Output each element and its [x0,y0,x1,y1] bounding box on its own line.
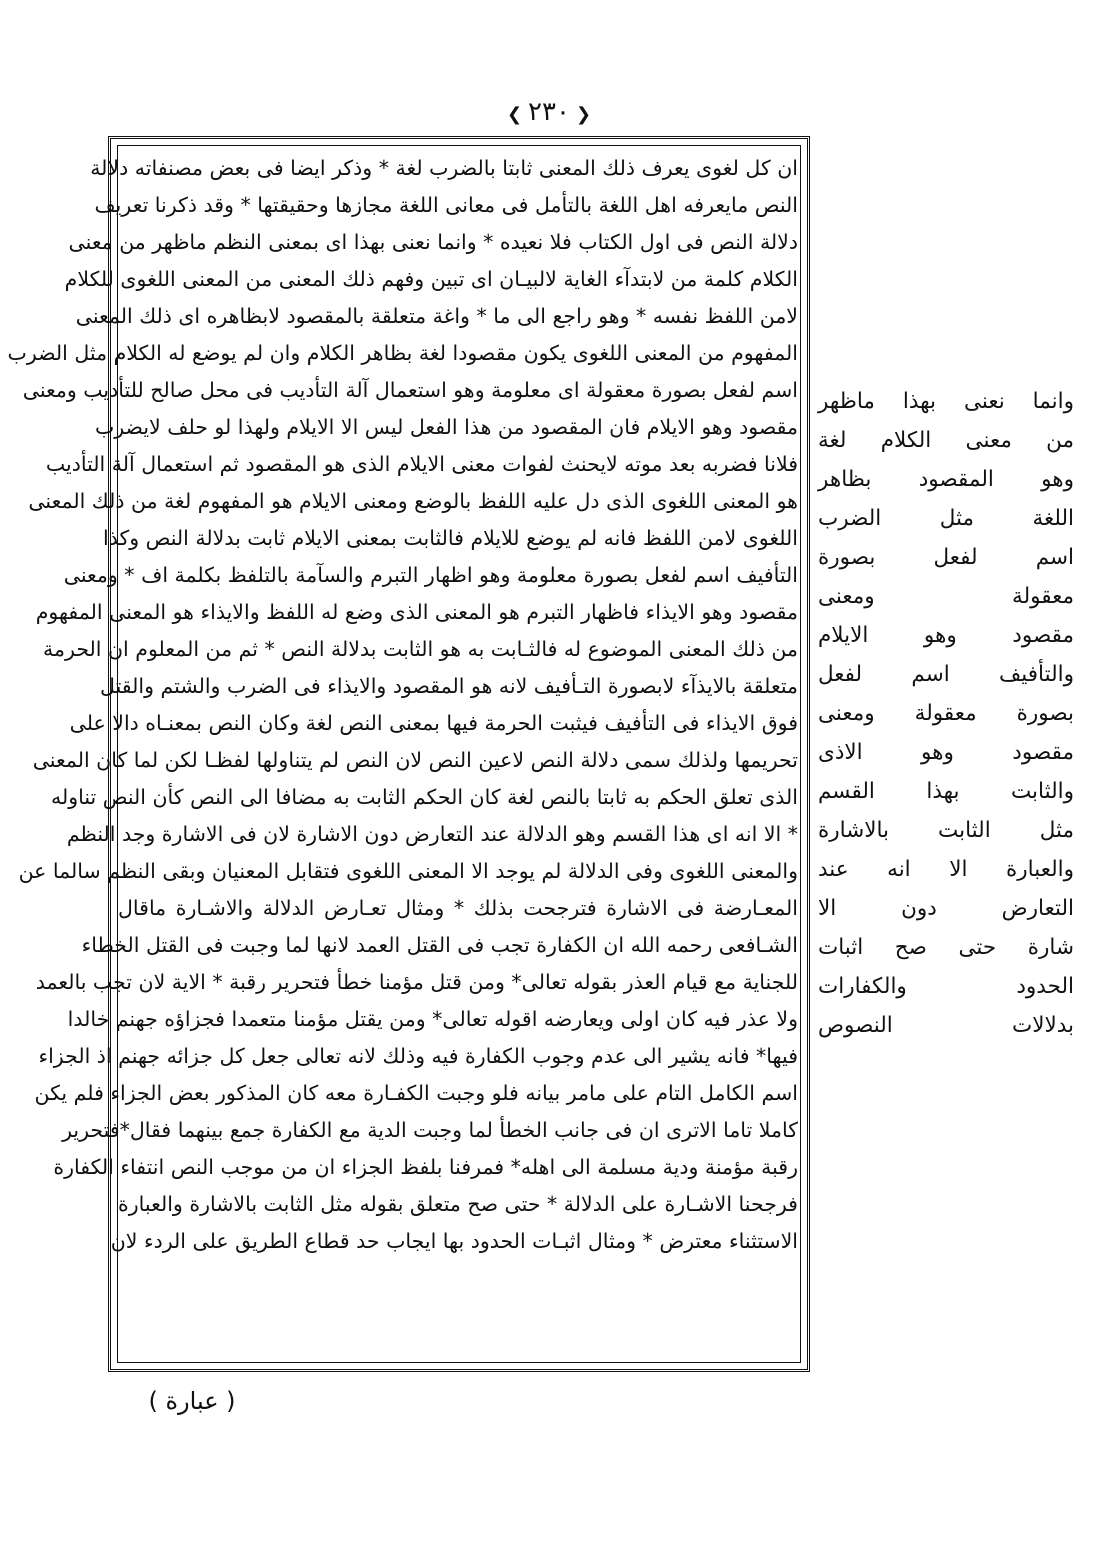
margin-note-line: وانما نعنى بهذا ماظهر [818,389,1074,414]
main-text-line: دلالة النص فى اول الكتاب فلا نعيده * وانما نعنى بهذا اى بمعنى النظم ماظهر من معنى [68,230,798,254]
ornament-icon: ❯ [575,104,592,125]
margin-note-line: اللغة مثل الضرب [818,506,1074,531]
main-text-line: فرجحنا الاشـارة على الدلالة * حتى صح متعلق بقوله مثل الثابت بالاشارة والعبارة [118,1192,798,1216]
main-text-line: اسم لفعل بصورة معقولة اى معلومة وهو استعمال آلة التأديب فى محل صالح للتأديب ومعنى [22,378,798,402]
page-number [0,92,1098,135]
main-text-line: فيها* فانه يشير الى عدم وجوب الكفارة فيه وذلك لانه تعالى جعل كل جزائه جهنم اذ الجزاء [38,1044,798,1068]
page-number-text: ٢٣٠ [528,97,570,127]
main-text-line: * الا انه اى هذا القسم وهو الدلالة عند التعارض دون الاشارة لان فى الاشارة وجد النظم [66,822,798,846]
main-text-line: مقصود وهو الايذاء فاظهار التبرم هو المعنى الذى وضع له اللفظ والايذاء هو المعنى المفهوم [35,600,798,624]
main-text-line: اللغوى لامن اللفظ فانه لم يوضع للايلام فالثابت بمعنى الايلام ثابت بدلالة النص وكذا [103,526,798,550]
main-text-line: تحريمها ولذلك سمى دلالة النص لاعين النص لان النص لم يتناولها لفظـا لكن لما كان المعنى [32,748,798,772]
margin-note-line: والتأفيف اسم لفعل [818,662,1074,687]
main-text-line: متعلقة بالايذآء لابصورة التـأفيف لانه هو المقصود والايذاء فى الضرب والشتم والقتل [100,674,798,698]
catchword: ( عبارة ) [148,1387,236,1415]
main-text-line: اسم الكامل التام على مامر بيانه فلو وجبت الكفـارة معه كان المذكور بعض الجزاء فلم يكن [34,1081,798,1105]
main-text-line: فلانا فضربه بعد موته لايحنث لفوات معنى الايلام الذى هو المقصود ثم استعمال آلة التأديب [45,452,798,476]
main-text-line: الذى تعلق الحكم به ثابتا بالنص لغة كان الحكم الثابت به مضافا الى النص كأن النص تناوله [50,785,798,809]
main-text-line: ان كل لغوى يعرف ذلك المعنى ثابتا بالضرب لغة * وذكر ايضا فى بعض مصنفاته دلالة [90,156,798,180]
margin-commentary [818,382,1074,1045]
main-text-line: من ذلك المعنى الموضوع له فالثـابت به هو الثابت بدلالة النص * ثم من المعلوم ان الحرمة [43,637,798,661]
main-text-line: المعـارضة فى الاشارة فترجحت بذلك * ومثال تعـارض الدلالة والاشـارة ماقال [118,896,798,920]
main-text-line: فوق الايذاء فى التأفيف فيثبت الحرمة فيها بمعنى النص لغة وكان النص بمعنـاه دالا على [69,711,798,735]
main-text-line: للجناية مع قيام العذر بقوله تعالى* ومن قتل مؤمنا خطأ فتحرير رقبة * الاية لان تجب بالعمد [35,970,798,994]
main-text-line: والمعنى اللغوى وفى الدلالة لم يوجد الا المعنى اللغوى فتقابل المعنيان وبقى النظم سالما عن [18,859,798,883]
main-text-line: الشـافعى رحمه الله ان الكفارة تجب فى القتل العمد لانها لما وجبت فى القتل الخطاء [81,933,798,957]
margin-note-line: من معنى الكلام لغة [818,428,1074,453]
main-text-line: المفهوم من المعنى اللغوى يكون مقصودا لغة بظاهر الكلام وان لم يوضع له الكلام مثل الضرب [7,341,798,365]
margin-note-line: وهو المقصود بظاهر [818,467,1074,492]
margin-note-line: مقصود وهو الاذى [818,740,1074,765]
margin-note-line: معقولة ومعنى [818,584,1074,609]
main-text-line: الكلام كلمة من لابتدآء الغاية لالبيـان اى تبين وفهم ذلك المعنى من المعنى اللغوى للكلام [64,267,798,291]
main-text-line: لامن اللفظ نفسه * وهو راجع الى ما * واغة متعلقة بالمقصود لابظاهره اى ذلك المعنى [75,304,798,328]
margin-note-line: مثل الثابت بالاشارة [818,818,1074,843]
margin-note-line: بصورة معقولة ومعنى [818,701,1074,726]
main-text-line: النص مايعرفه اهل اللغة بالتأمل فى معانى اللغة مجازها وحقيقتها * وقد ذكرنا تعريف [94,193,798,217]
margin-note-line: شارة حتى صح اثبات [818,935,1074,960]
margin-note-line: التعارض دون الا [818,896,1074,921]
main-text-block [7,150,798,1365]
margin-note-line: والثابت بهذا القسم [818,779,1074,804]
main-text-line: مقصود وهو الايلام فان المقصود من هذا الفعل ليس الا الايلام ولهذا لو حلف لايضرب [94,415,798,439]
main-text-line: ولا عذر فيه كان اولى ويعارضه اقوله تعالى* ومن يقتل مؤمنا متعمدا فجزاؤه جهنم خالدا [67,1007,798,1031]
margin-note-line: اسم لفعل بصورة [818,545,1074,570]
margin-note-line: مقصود وهو الايلام [818,623,1074,648]
margin-note-line: بدلالات النصوص [818,1013,1074,1038]
ornament-icon: ❮ [506,104,523,125]
main-text-line: كاملا تاما الاترى ان فى جانب الخطأ لما وجبت الدية مع الكفارة جمع بينهما فقال*فتحرير [62,1118,798,1142]
margin-note-line: والعبارة الا انه عند [818,857,1074,882]
main-text-line: هو المعنى اللغوى الذى دل عليه اللفظ بالوضع ومعنى الايلام هو المفهوم لغة من ذلك المعنى [28,489,798,513]
main-text-line: التأفيف اسم لفعل بصورة معلومة وهو اظهار التبرم والسآمة بالتلفظ بكلمة اف * ومعنى [63,563,798,587]
margin-note-line: الحدود والكفارات [818,974,1074,999]
main-text-line: الاستثناء معترض * ومثال اثبـات الحدود بها ايجاب حد قطاع الطريق على الردء لان [110,1229,798,1253]
main-text-line: رقبة مؤمنة ودية مسلمة الى اهله* فمرفنا بلفظ الجزاء ان من موجب النص انتفاء الكفارة [53,1155,798,1179]
